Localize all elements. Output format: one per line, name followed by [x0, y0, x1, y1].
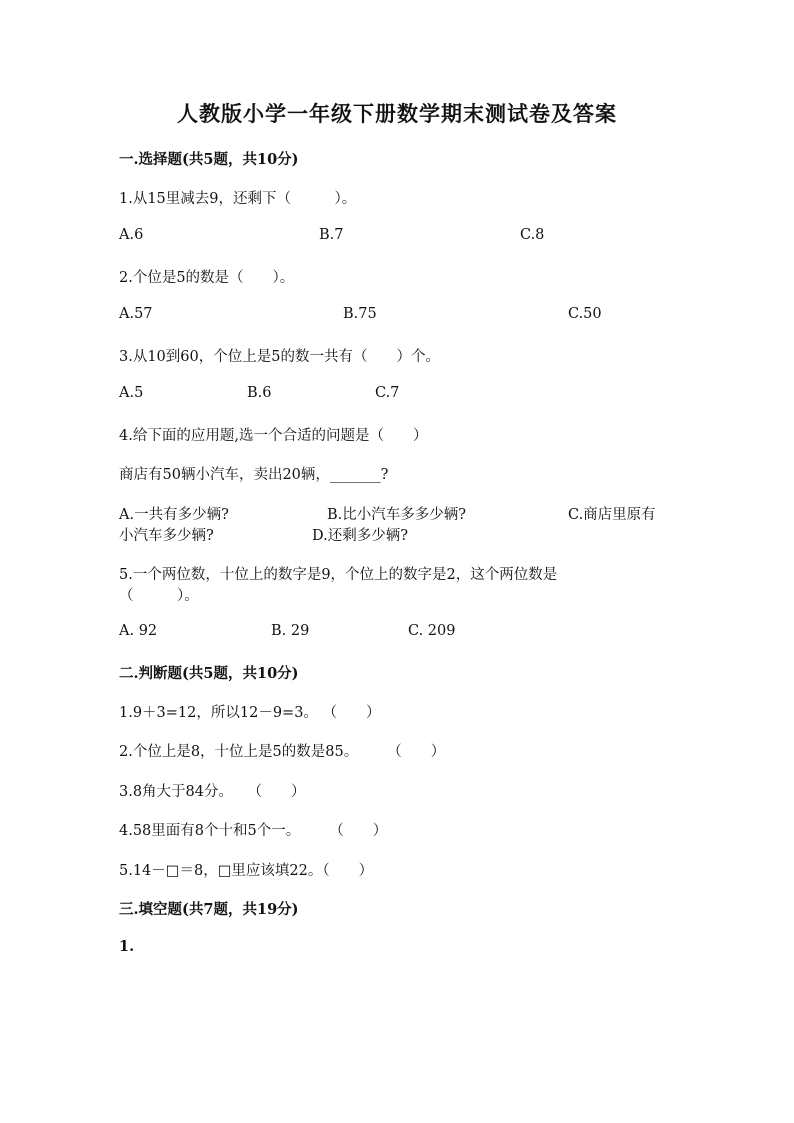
judge-item-3: 3.8角大于84分。 （ ）	[119, 784, 306, 800]
question-5-continued: （ ）。	[119, 588, 199, 604]
q5-option-c: C. 209	[408, 623, 456, 639]
q2-option-c: C.50	[568, 306, 602, 322]
q2-option-a: A.57	[119, 306, 153, 322]
q3-option-a: A.5	[119, 385, 144, 401]
q5-option-b: B. 29	[271, 623, 310, 639]
judge-item-1: 1.9＋3=12，所以12－9=3。 （ ）	[119, 705, 381, 721]
fill-question-1: 1.	[119, 938, 135, 955]
q5-option-a: A. 92	[119, 623, 158, 639]
question-1: 1.从15里减去9，还剩下（ ）。	[119, 191, 357, 207]
judge-item-2: 2.个位上是8，十位上是5的数是85。 （ ）	[119, 744, 446, 760]
section-heading-choice: 一.选择题(共5题，共10分)	[119, 151, 299, 168]
q4-option-a: A.一共有多少辆?	[119, 507, 229, 523]
question-3: 3.从10到60，个位上是5的数一共有（ ）个。	[119, 349, 440, 365]
q3-option-c: C.7	[375, 385, 400, 401]
q1-option-a: A.6	[119, 227, 144, 243]
q4-option-c-continued: 小汽车多少辆?	[119, 528, 214, 544]
q3-option-b: B.6	[247, 385, 272, 401]
q4-option-c: C.商店里原有	[568, 507, 656, 523]
judge-item-4: 4.58里面有8个十和5个一。 （ ）	[119, 823, 388, 839]
q4-option-b: B.比小汽车多多少辆?	[327, 507, 467, 523]
q1-option-b: B.7	[319, 227, 344, 243]
judge-item-5: 5.14－□＝8，□里应该填22。（ ）	[119, 863, 374, 879]
q4-option-d: D.还剩多少辆?	[312, 528, 408, 544]
section-heading-judge: 二.判断题(共5题，共10分)	[119, 665, 299, 682]
page-title: 人教版小学一年级下册数学期末测试卷及答案	[177, 101, 617, 126]
question-4: 4.给下面的应用题,选一个合适的问题是（ ）	[119, 428, 428, 444]
section-heading-fill: 三.填空题(共7题，共19分)	[119, 901, 299, 918]
q2-option-b: B.75	[343, 306, 377, 322]
q1-option-c: C.8	[520, 227, 545, 243]
question-5: 5.一个两位数，十位上的数字是9，个位上的数字是2，这个两位数是	[119, 567, 558, 583]
question-4-stem: 商店有50辆小汽车，卖出20辆，_______?	[119, 467, 389, 483]
question-2: 2.个位是5的数是（ ）。	[119, 270, 295, 286]
